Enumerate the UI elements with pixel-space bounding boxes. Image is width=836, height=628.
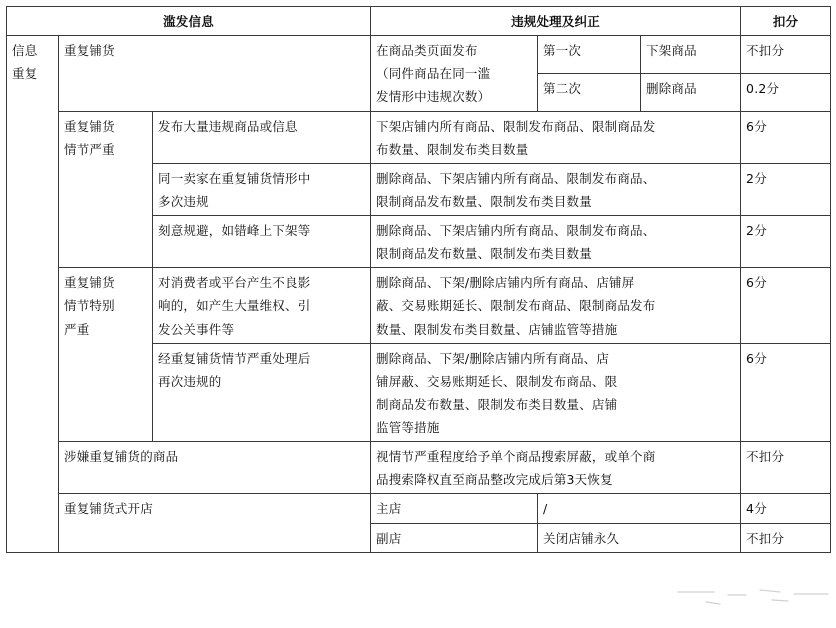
- points-cell: 6分: [741, 343, 831, 442]
- handling-line-1: 在商品类页面发布: [376, 43, 478, 59]
- rule-detail-cell: [153, 343, 371, 442]
- rule-detail-cell: 刻意规避，如错峰上下架等: [153, 216, 371, 268]
- handling-line-2: 布数量、限制发布类目数量: [376, 141, 529, 157]
- handling-line-1: 删除商品、下架/删除店铺内所有商品、店铺屏: [376, 275, 635, 291]
- handling-line-2: 品搜索降权直至商品整改完成后第3天恢复: [376, 472, 613, 488]
- handling-cell: [371, 163, 741, 215]
- rule-name-line1: 重复铺货: [64, 118, 115, 134]
- handling-line-1: 删除商品、下架/删除店铺内所有商品、店: [376, 350, 610, 366]
- handling-line-2: 蔽、交易账期延长、限制发布商品、限制商品发布: [376, 298, 656, 314]
- rule-name-line2: 情节特别: [64, 298, 115, 314]
- rule-detail-line2: 再次违规的: [158, 373, 222, 389]
- points-cell: 不扣分: [741, 523, 831, 552]
- rule-name-serious: [59, 111, 153, 268]
- handling-cell-duplicate-listing: [371, 36, 538, 111]
- rule-name-extremely-serious: [59, 268, 153, 442]
- rule-detail-line1: 经重复铺货情节严重处理后: [158, 350, 311, 366]
- points-cell: 6分: [741, 111, 831, 163]
- points-cell: 4分: [741, 494, 831, 523]
- points-cell: 2分: [741, 216, 831, 268]
- table-row: [7, 111, 831, 163]
- points-cell: 2分: [741, 163, 831, 215]
- points-cell: 6分: [741, 268, 831, 343]
- table-row: [7, 268, 831, 343]
- rule-detail-cell: [153, 268, 371, 343]
- handling-line-3: 发情形中违规次数）: [376, 89, 491, 105]
- handling-line-4: 监管等措施: [376, 420, 440, 435]
- handling-cell: [371, 216, 741, 268]
- rule-name-line2: 情节严重: [64, 141, 115, 157]
- store-action-main: /: [538, 494, 741, 523]
- handling-cell: [371, 442, 741, 494]
- header-cell-handling: 违规处理及纠正: [371, 7, 741, 36]
- store-type-main: 主店: [371, 494, 538, 523]
- rule-detail-line1: 同一卖家在重复铺货情形中: [158, 170, 311, 186]
- offence-count-first: 第一次: [538, 36, 641, 74]
- scan-watermark: [676, 570, 832, 626]
- rule-detail-cell: 发布大量违规商品或信息: [153, 111, 371, 163]
- handling-cell: [371, 268, 741, 343]
- header-cell-category: 滥发信息: [7, 7, 371, 36]
- rule-name-duplicate-listing: 重复铺货: [59, 36, 371, 111]
- handling-cell: [371, 111, 741, 163]
- offence-action-second: 删除商品: [641, 73, 741, 111]
- offence-count-second: 第二次: [538, 73, 641, 111]
- table-row: [7, 494, 831, 523]
- handling-line-3: 数量、限制发布类目数量、店铺监管等措施: [376, 321, 618, 337]
- table-header-row: [7, 7, 831, 36]
- points-cell: 0.2分: [741, 73, 831, 111]
- table-row: [7, 442, 831, 494]
- violation-rules-table: [6, 6, 831, 553]
- rule-name-duplicate-store-opening: 重复铺货式开店: [59, 494, 371, 552]
- rule-detail-line2: 多次违规: [158, 193, 209, 209]
- rule-name-line1: 重复铺货: [64, 275, 115, 291]
- handling-line-2: 限制商品发布数量、限制发布类目数量: [376, 193, 592, 209]
- category-cell-information-duplication: [7, 36, 59, 553]
- handling-line-2: 铺屏蔽、交易账期延长、限制发布商品、限: [376, 373, 618, 389]
- points-cell: 不扣分: [741, 442, 831, 494]
- rule-detail-line1: 对消费者或平台产生不良影: [158, 275, 311, 291]
- handling-line-2: 限制商品发布数量、限制发布类目数量: [376, 246, 592, 262]
- handling-line-1: 删除商品、下架店铺内所有商品、限制发布商品、: [376, 170, 656, 186]
- handling-line-1: 下架店铺内所有商品、限制发布商品、限制商品发: [376, 118, 656, 134]
- header-cell-points: 扣分: [741, 7, 831, 36]
- category-label-line1: 信息: [12, 43, 38, 59]
- rule-detail-line2: 响的，如产生大量维权、引: [158, 298, 311, 314]
- rule-detail-line3: 发公关事件等: [158, 321, 235, 337]
- handling-line-1: 视情节严重程度给予单个商品搜索屏蔽，或单个商: [376, 449, 656, 465]
- table-row: [7, 36, 831, 74]
- rule-detail-cell: [153, 163, 371, 215]
- points-cell: 不扣分: [741, 36, 831, 74]
- handling-cell: [371, 343, 741, 442]
- handling-line-2: （同件商品在同一滥: [376, 66, 491, 82]
- store-type-secondary: 副店: [371, 523, 538, 552]
- rule-name-suspected-duplicate-goods: 涉嫌重复铺货的商品: [59, 442, 371, 494]
- offence-action-first: 下架商品: [641, 36, 741, 74]
- category-label-line2: 重复: [12, 66, 38, 82]
- rule-name-line3: 严重: [64, 321, 90, 337]
- handling-line-3: 制商品发布数量、限制发布类目数量、店铺: [376, 396, 618, 412]
- handling-line-1: 删除商品、下架店铺内所有商品、限制发布商品、: [376, 223, 656, 238]
- store-action-secondary: 关闭店铺永久: [538, 523, 741, 552]
